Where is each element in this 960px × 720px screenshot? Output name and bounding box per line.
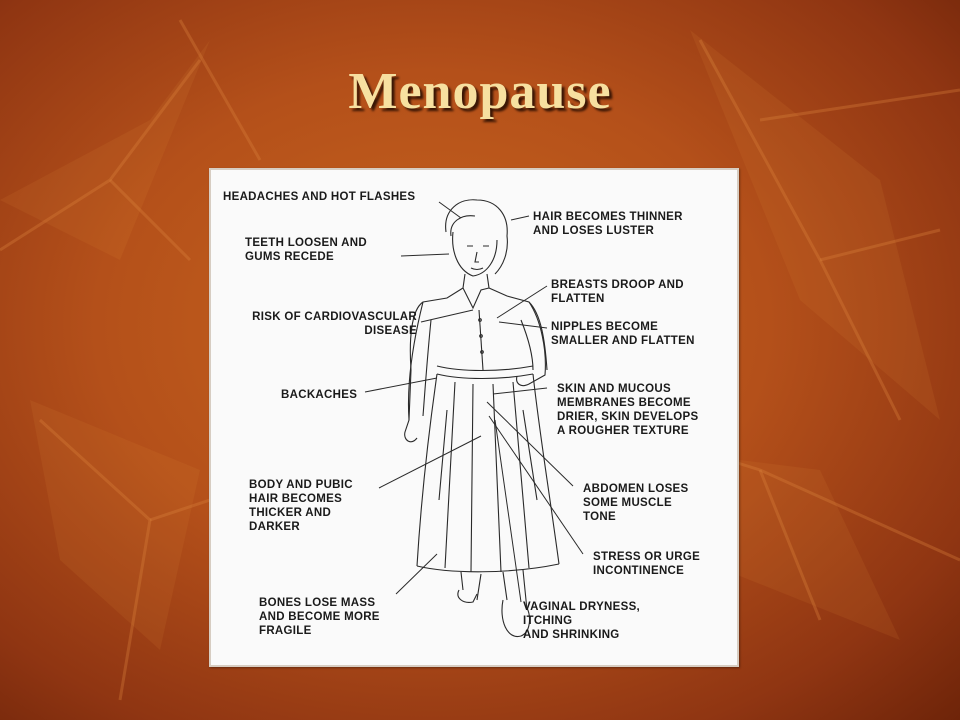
label-skin: SKIN AND MUCOUS MEMBRANES BECOME DRIER, SKIN DEVELOPS A ROUGHER TEXTURE [557,383,699,437]
label-headaches: HEADACHES AND HOT FLASHES [223,191,416,203]
slide-title: Menopause [348,63,612,120]
label-bones: BONES LOSE MASS AND BECOME MORE FRAGILE [259,597,380,637]
label-hair: HAIR BECOMES THINNER AND LOSES LUSTER [533,211,683,237]
label-vaginal: VAGINAL DRYNESS, ITCHING AND SHRINKING [523,601,641,641]
label-backaches: BACKACHES [281,389,358,401]
label-abdomen: ABDOMEN LOSES SOME MUSCLE TONE [583,483,689,523]
label-body-hair: BODY AND PUBIC HAIR BECOMES THICKER AND DARKER [249,479,353,533]
label-incontinence: STRESS OR URGE INCONTINENCE [593,551,701,577]
label-nipples: NIPPLES BECOME SMALLER AND FLATTEN [551,321,695,347]
label-teeth: TEETH LOOSEN AND GUMS RECEDE [245,237,367,263]
label-cardiovascular: RISK OF CARDIOVASCULAR DISEASE [252,311,417,337]
menopause-diagram [209,168,739,667]
label-breasts: BREASTS DROOP AND FLATTEN [551,279,684,305]
